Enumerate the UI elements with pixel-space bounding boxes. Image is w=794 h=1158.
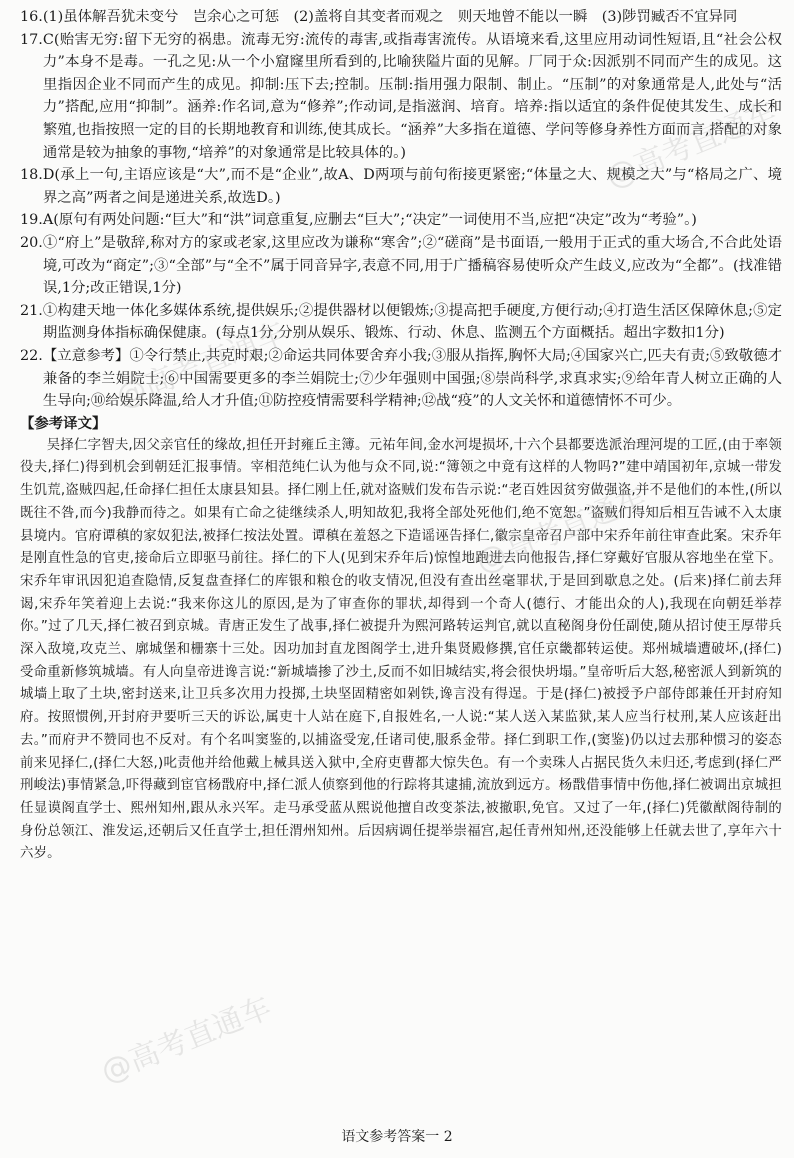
page-footer: 语文参考答案一 2 — [341, 1129, 453, 1145]
translation-body: 吴择仁字智夫,因父亲官任的缘故,担任开封雍丘主簿。元祐年间,金水河堤损坏,十六个县都要选派治理河堤的工匠,(由于率领役夫,择仁)得到机会到朝廷汇报事情。宰相范纯仁认为他与众不同,说:“簿领之中竟有这样的人物吗?”建中靖国初年,京城一带发生饥荒,盗贼四起,任命择仁担任太康县知县。择仁刚上任,就对盗贼们发布告示说:“老百姓因贫穷做强盗,并不是他们的本性,(所以既往不咎,而今)我静而待之。如果有亡命之徒继续杀人,明知故犯,我将全部处死他们,绝不宽恕。”盗贼们得知后相互告诫不入太康县境内。官府谭稹的家奴犯法,被择仁按法处置。谭稹在羞怒之下造谣诬告择仁,徽宗皇帝召户部中宋乔年前往审查此案。宋乔年是刚直性急的官吏,接命后立即驱马前往。择仁的下人(见到宋乔年后)惊惶地跑进去向他报告,择仁穿戴好官服从容地坐在堂下。宋乔年审讯因犯追查隐情,反复盘查择仁的库银和粮仓的收支情况,但没有查出丝毫罪状,于是回到歇息之处。(后来)择仁前去拜谒,宋乔年笑着迎上去说:“我来你这儿的原因,是为了审查你的罪状,却得到一个奇人(德行、才能出众的人),我现在向朝廷举荐你。”过了几天,择仁被召到京城。青唐正发生了战事,择仁被提升为熙河路转运判官,就以直秘阁身份任副使,随从招讨使王厚带兵深入敌境,攻克兰、廓城堡和栅寨十三处。因功加封直龙图阁学士,进升集贤殿修撰,官任京畿都转运使。郑州城墙遭破坏,(择仁)受命重新修筑城墙。有人向皇帝进谗言说:“新城墙掺了沙土,反而不如旧城结实,将会很快坍塌。”皇帝听后大怒,秘密派人到新筑的城墙上取了土块,密封送来,让卫兵多次用力投掷,土块坚固精密如剁铁,谗言没有得逞。于是(择仁)被授予户部侍郎兼任开封府知府。按照惯例,开封府尹要听三天的诉讼,属吏十人站在庭下,自报姓名,一人说:“某人送入某监狱,某人应当行杖刑,某人应该赶出去。”而府尹不赞同也不反对。有个名叫窦鉴的,以捕盗受宠,任诸司使,服系金带。择仁到职工作,(窦鉴)仍以过去那种惯习的姿态前来见择仁,(择仁大怒,)叱责他并给他戴上械具送入狱中,全府吏曹都大惊失色。有一个卖珠人占据民货久未归还,考虑到(择仁严刑峻法)事情紧急,吓得藏到宦官杨戬府中,择仁派人侦察到他的行踪将其逮捕,流放到远方。杨戬借事情中伤他,择仁被调出京城担任显谟阁直学士、熙州知州,跟从永兴军。走马承受蓝从熙说他擅自改变茶法,被撤职,免官。又过了一年,(择仁)凭徽猷阁待制的身份总领江、淮发运,还朝后又任直学士,担任渭州知州。后因病调任提举崇福宫,起任青州知州,还没能够上任就去世了,享年六十六岁。 — [20, 437, 782, 862]
question-19 — [20, 209, 782, 232]
question-number: 17. — [20, 31, 43, 48]
question-answer: ①构建天地一体化多媒体系统,提供娱乐;②提供器材以便锻炼;③提高把手硬度,方便行动;④打造生活区保障休息;⑤定期监测身体指标确保健康。(每点1分,分别从娱乐、锻炼、行动、休息、监测五个方面概括。超出字数扣1分) — [42, 302, 782, 342]
question-number: 20. — [20, 234, 43, 251]
watermark: @高考直通车 — [471, 480, 652, 581]
question-number: 16. — [20, 9, 43, 25]
question-18 — [20, 164, 782, 209]
question-number: 18. — [20, 167, 43, 184]
question-answer: 【立意参考】①令行禁止,共克时艰;②命运共同体要舍弃小我;③服从指挥,胸怀大局;④国家兴亡,匹夫有责;⑤致敬德才兼备的李兰娟院士;⑥中国需要更多的李兰娟院士;⑦少年强则中国强;⑧崇尚科学,求真求实;⑨给年青人树立正确的人生导向;⑩给娱乐降温,给人才升值;⑪防控疫情需要科学精神;⑫战“疫”的人文关怀和道德情怀不可少。 — [42, 347, 782, 410]
question-22 — [20, 345, 782, 413]
question-number: 21. — [20, 302, 43, 319]
question-number: 22. — [20, 347, 43, 364]
question-17 — [20, 29, 782, 165]
question-answer: ①“府上”是敬辞,称对方的家或老家,这里应改为谦称“寒舍”;②“磋商”是书面语,一般用于正式的重大场合,不合此处语境,可改为“商定”;③“全部”与“全不”属于同音异字,表意不同,用于广播稿容易使听众产生歧义,应改为“全都”。(找准错误,1分;改正错误,1分) — [42, 234, 782, 297]
question-16 — [20, 6, 782, 29]
watermark: @高考直通车 — [601, 95, 782, 196]
question-21 — [20, 300, 782, 345]
answer-page — [20, 6, 782, 866]
question-answer: (1)虽体解吾犹未变兮 岂余心之可惩 (2)盖将自其变者而观之 则天地曾不能以一瞬 (3)陟罚臧否不宜异同 — [42, 9, 738, 25]
question-list — [20, 6, 782, 413]
translation-title: 【参考译文】 — [20, 414, 107, 432]
watermark: @高考直通车 — [111, 315, 292, 416]
question-number: 19. — [20, 212, 43, 229]
watermark: @高考直通车 — [96, 990, 277, 1091]
question-20 — [20, 232, 782, 300]
question-answer: C(贻害无穷:留下无穷的祸患。流毒无穷:流传的毒害,或指毒害流传。从语境来看,这里应用动词性短语,且“社会公权力”本身不是毒。一孔之见:从一个小窟窿里所看到的,比喻狭隘片面的见解。厂同于众:因派别不同而产生的成见。这里指因企业不同而产生的成见。抑制:压下去;控制。压制:指用强力限制、制止。“压制”的对象通常是人,此处与“活力”搭配,应用“抑制”。涵养:作名词,意为“修养”;作动词,是指滋润、培育。培养:指以适宜的条件促使其发生、成长和繁殖,也指按照一定的目的长期地教育和训练,使其成长。“涵养”大多指在道德、学问等修身养性方面而言,搭配的对象通常是较为抽象的事物,“培养”的对象通常是比较具体的。) — [42, 31, 782, 161]
question-answer: A(原句有两处问题:“巨大”和“洪”词意重复,应删去“巨大”;“决定”一词使用不当,应把“决定”改为“考验”。) — [42, 212, 697, 229]
question-answer: D(承上一句,主语应该是“大”,而不是“企业”,故A、D两项与前句衔接更紧密;“体量之大、规模之大”与“格局之广、境界之高”两者之间是递进关系,故选D。) — [42, 167, 782, 206]
